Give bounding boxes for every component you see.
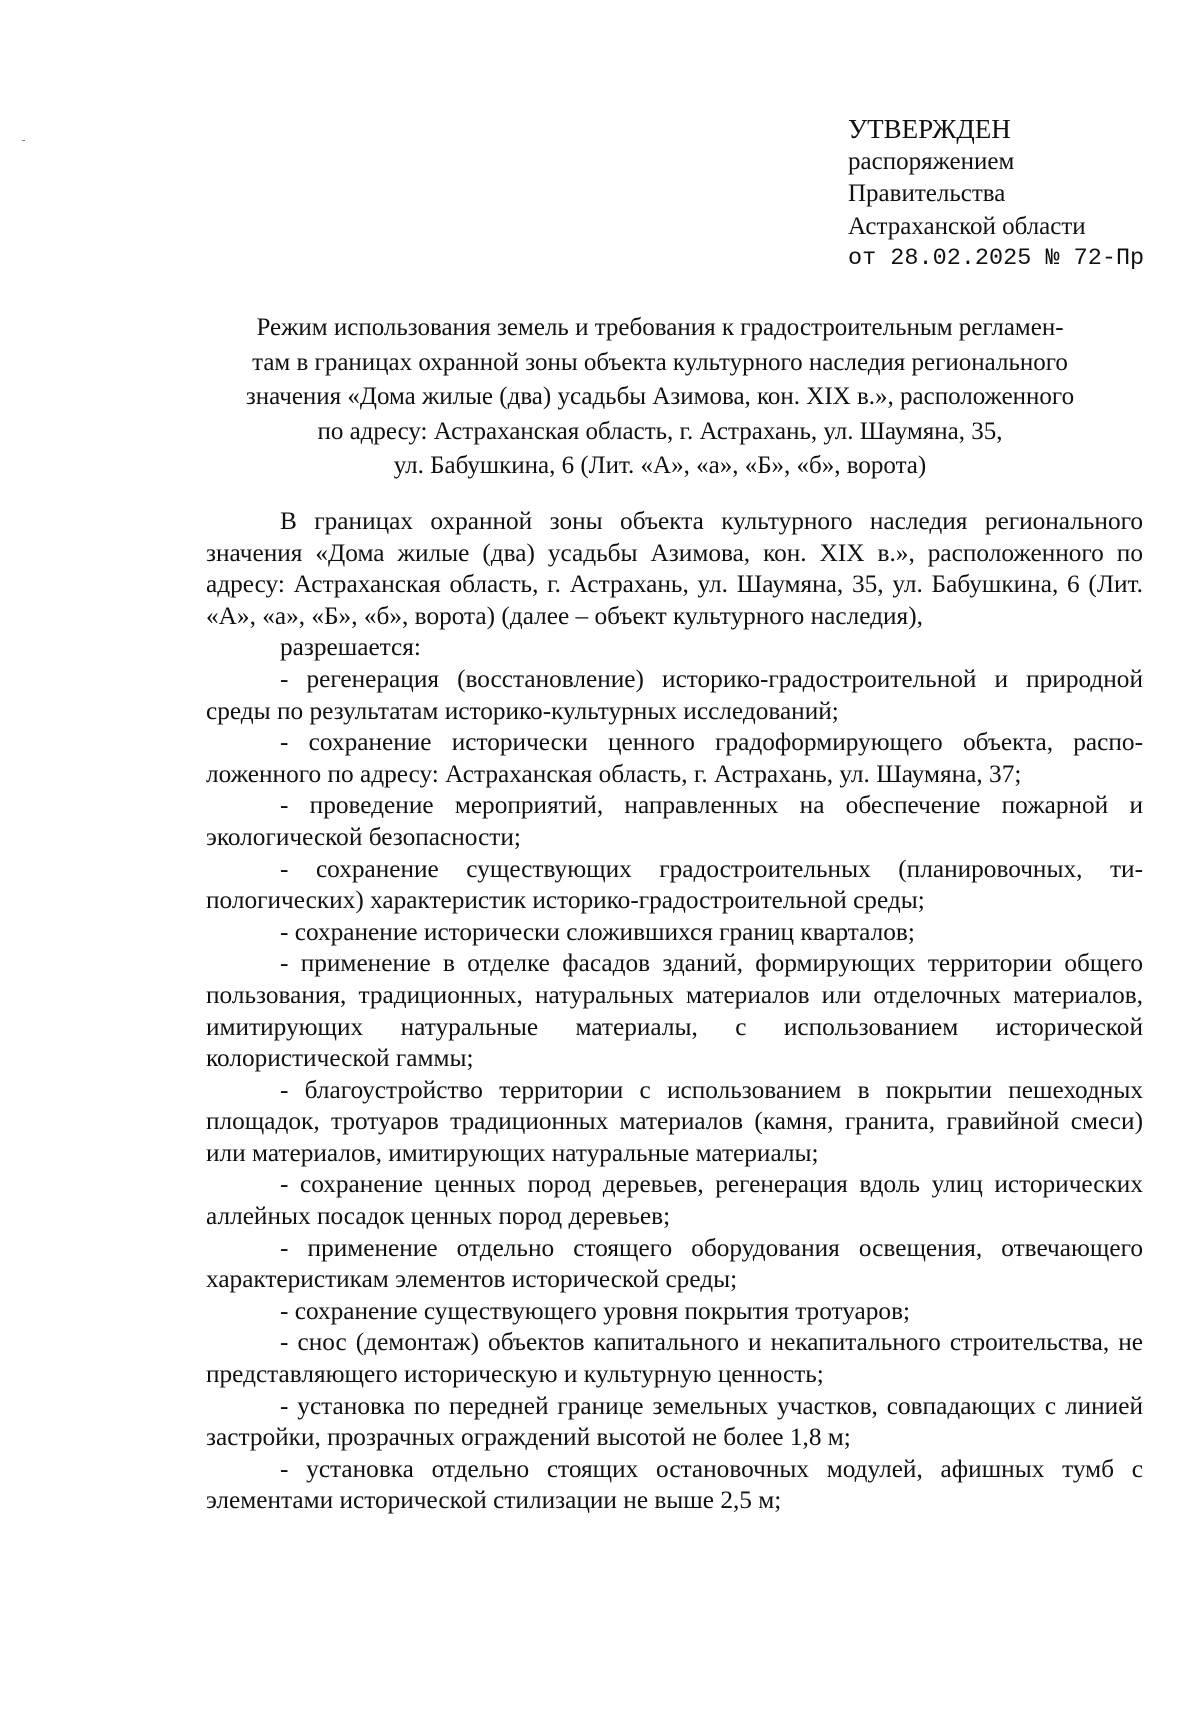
approval-line-region: Астраханской области <box>848 212 1086 240</box>
scan-artifact-mark <box>22 140 25 141</box>
intro-paragraph: В границах охранной зоны объекта культурного наследия регионального значения «Дома жилые (два) усадьбы Азимова, кон. XIX в.», расположенного по адресу: Астраханская область, г. Астрахань, ул. Шаумяна, 35, ул. Бабушкина, 6 (Лит. «А», «а», «Б», «б», ворота) (далее – объект культурного наследия), <box>206 507 1143 630</box>
list-item: - сохранение ценных пород деревьев, регенерация вдоль улиц исторических аллейных посадок ценных пород деревьев; <box>206 1170 1143 1231</box>
title-line-1: Режим использования земель и требования к градостроительным регламен- <box>256 314 1064 341</box>
list-item: - применение отдельно стоящего оборудования освещения, отвечающего характеристикам элементов исторической среды; <box>206 1233 1143 1294</box>
title-line-5: ул. Бабушкина, 6 (Лит. «А», «а», «Б», «б», ворота) <box>393 452 927 479</box>
title-line-3: значения «Дома жилые (два) усадьбы Азимова, кон. XIX в.», расположенного <box>245 383 1075 410</box>
title-line-4: по адресу: Астраханская область, г. Астрахань, ул. Шаумяна, 35, <box>317 417 1003 445</box>
approval-date-number: от 28.02.2025 № 72-Пр <box>848 245 1145 272</box>
list-item: - применение в отделке фасадов зданий, формирующих территории общего пользования, традиционных, натуральных материалов или отделочных материалов, имитирующих натуральные материалы, с использованием исторической колористической гаммы; <box>206 949 1143 1073</box>
list-item: - регенерация (восстановление) историко-градостроительной и природной среды по результатам историко-культурных исследований; <box>206 664 1143 725</box>
list-item: - установка отдельно стоящих остановочных модулей, афишных тумб с элементами исторической стилизации не выше 2,5 м; <box>206 1454 1143 1515</box>
list-item: - сохранение существующего уровня покрытия тротуаров; <box>280 1296 911 1325</box>
approval-stamp-block <box>848 113 1144 276</box>
approval-line-order: распоряжением <box>848 147 1015 175</box>
document-body <box>206 506 1143 1517</box>
list-item: - сохранение существующих градостроительных (планировочных, типологических) характеристик историко-градостроительной среды; <box>206 854 1143 915</box>
list-item: - снос (демонтаж) объектов капитального и некапитального строительства, не представляющего историческую и культурную ценность; <box>206 1328 1143 1389</box>
approval-line-government: Правительства <box>848 180 1006 207</box>
list-item: - благоустройство территории с использованием в покрытии пешеходных площадок, тротуаров традиционных материалов (камня, гранита, гравийной смеси) или материалов, имитирующих натуральные материалы; <box>206 1075 1143 1167</box>
list-item: - сохранение исторически сложившихся границ кварталов; <box>280 917 915 946</box>
title-line-2: там в границах охранной зоны объекта культурного наследия регионального <box>252 348 1068 376</box>
list-item: - установка по передней границе земельных участков, совпадающих с линией застройки, прозрачных ограждений высотой не более 1,8 м; <box>206 1391 1143 1452</box>
list-item: - проведение мероприятий, направленных на обеспечение пожарной и экологической безопасности; <box>206 791 1143 851</box>
list-item: - сохранение исторически ценного градоформирующего объекта, расположенного по адресу: Астраханская область, г. Астрахань, ул. Шаумяна, 37; <box>206 728 1143 788</box>
allowed-label: разрешается: <box>280 633 421 662</box>
document-title <box>180 311 1140 484</box>
approval-title: УТВЕРЖДЕН <box>848 114 1011 144</box>
